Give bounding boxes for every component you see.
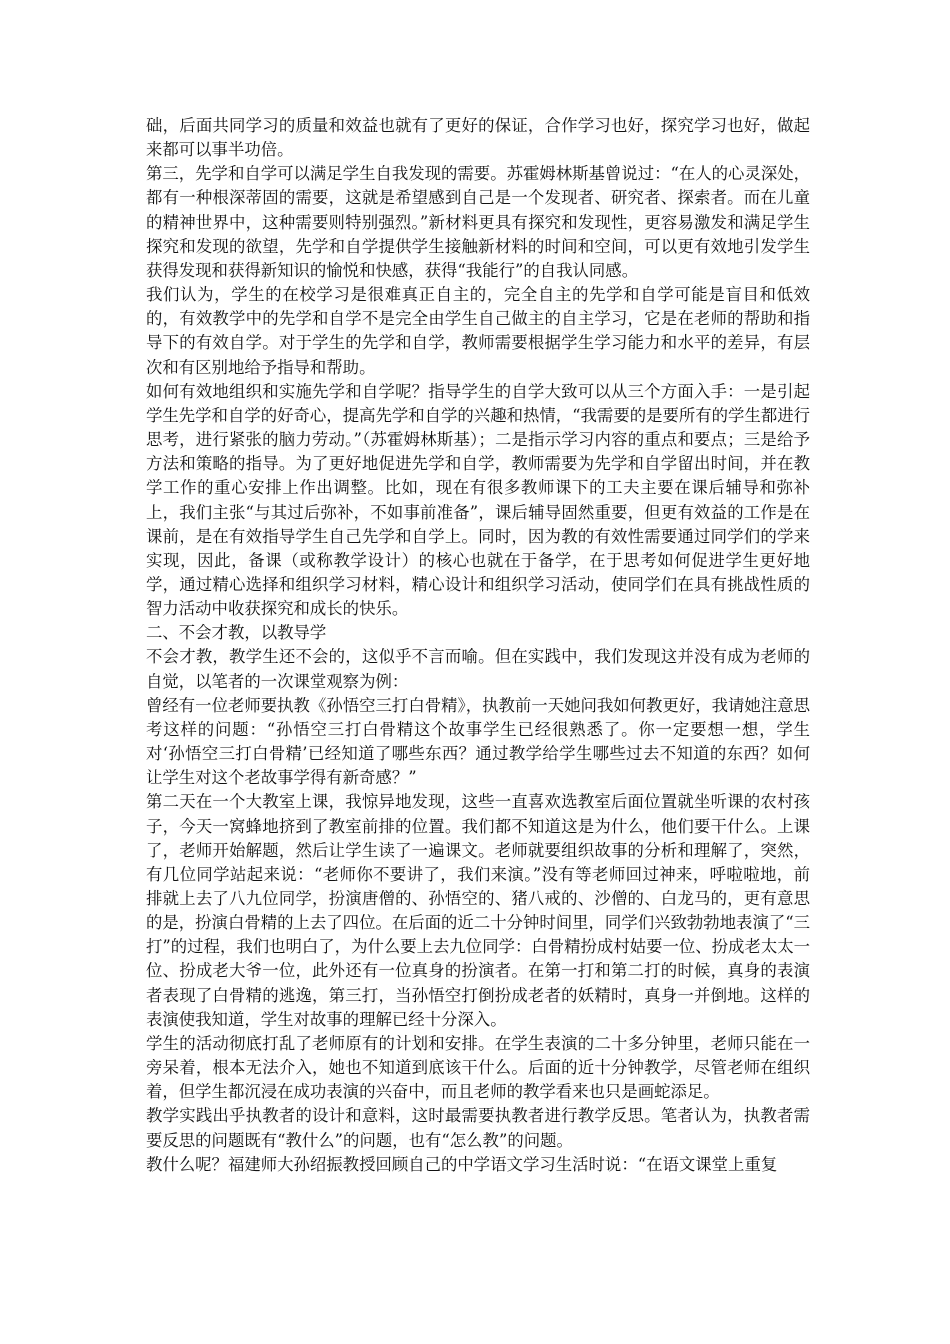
paragraph-6: 不会才教，教学生还不会的，这似乎不言而喻。但在实践中，我们发现这并没有成为老师的自觉，以笔者的一次课堂观察为例： <box>146 647 810 691</box>
section-heading: 二、不会才教，以教导学 <box>146 623 327 643</box>
paragraph-1: 础，后面共同学习的质量和效益也就有了更好的保证，合作学习也好，探究学习也好，做起来都可以事半功倍。 <box>146 116 810 160</box>
paragraph-2: 第三，先学和自学可以满足学生自我发现的需要。苏霍姆林斯基曾说过：“在人的心灵深处，都有一种根深蒂固的需要，这就是希望感到自己是一个发现者、研究者、探索者。而在儿童的精神世界中，这种需要则特别强烈。”新材料更具有探究和发现性，更容易激发和满足学生探究和发现的欲望，先学和自学提供学生接触新材料的时间和空间，可以更有效地引发学生获得发现和获得新知识的愉悦和快感，获得“我能行”的自我认同感。 <box>146 164 811 280</box>
paragraph-4: 如何有效地组织和实施先学和自学呢？指导学生的自学大致可以从三个方面入手：一是引起学生先学和自学的好奇心，提高先学和自学的兴趣和热情，“我需要的是要所有的学生都进行思考，进行紧张的脑力劳动。”（苏霍姆林斯基）；二是指示学习内容的重点和要点；三是给予方法和策略的指导。为了更好地促进先学和自学，教师需要为先学和自学留出时间，并在教学工作的重心安排上作出调整。比如，现在有很多教师课下的工夫主要在课后辅导和弥补上，我们主张“与其过后弥补，不如事前准备”，课后辅导固然重要，但更有效益的工作是在课前，是在有效指导学生自己先学和自学上。同时，因为教的有效性需要通过同学们的学来实现，因此，备课（或称教学设计）的核心也就在于备学，在于思考如何促进学生更好地学，通过精心选择和组织学习材料，精心设计和组织学习活动，使同学们在具有挑战性质的智力活动中收获探究和成长的快乐。 <box>146 381 811 619</box>
paragraph-11: 教什么呢？福建师大孙绍振教授回顾自己的中学语文学习生活时说：“在语文课堂上重复 <box>146 1154 778 1174</box>
paragraph-10: 教学实践出乎执教者的设计和意料，这时最需要执教者进行教学反思。笔者认为，执教者需要反思的问题既有“教什么”的问题，也有“怎么教”的问题。 <box>146 1106 810 1150</box>
paragraph-8: 第二天在一个大教室上课，我惊异地发现，这些一直喜欢选教室后面位置就坐听课的农村孩子，今天一窝蜂地挤到了教室前排的位置。我们都不知道这是为什么，他们要干什么。上课了，老师开始解题，然后让学生读了一遍课文。老师就要组织故事的分析和理解了，突然，有几位同学站起来说：“老师你不要讲了，我们来演。”没有等老师回过神来，呼啦啦地，前排就上去了八九位同学，扮演唐僧的、孙悟空的、猪八戒的、沙僧的、白龙马的，更有意思的是，扮演白骨精的上去了四位。在后面的近二十分钟时间里，同学们兴致勃勃地表演了“三打”的过程，我们也明白了，为什么要上去九位同学：白骨精扮成村姑要一位、扮成老太太一位、扮成老大爷一位，此外还有一位真身的扮演者。在第一打和第二打的时候，真身的表演者表现了白骨精的逃逸，第三打，当孙悟空打倒扮成老者的妖精时，真身一并倒地。这样的表演使我知道，学生对故事的理解已经十分深入。 <box>146 792 811 1029</box>
paragraph-7: 曾经有一位老师要执教《孙悟空三打白骨精》，执教前一天她问我如何教更好，我请她注意思考这样的问题：“孙悟空三打白骨精这个故事学生已经很熟悉了。你一定要想一想，学生对‘孙悟空三打白骨精’已经知道了哪些东西？通过教学给学生哪些过去不知道的东西？如何让学生对这个老故事学得有新奇感？” <box>146 695 810 788</box>
paragraph-9: 学生的活动彻底打乱了老师原有的计划和安排。在学生表演的二十多分钟里，老师只能在一旁呆着，根本无法介入，她也不知道到底该干什么。后面的近十分钟教学，尽管老师在组织着，但学生都沉浸在成功表演的兴奋中，而且老师的教学看来也只是画蛇添足。 <box>146 1033 810 1102</box>
paragraph-3: 我们认为，学生的在校学习是很难真正自主的，完全自主的先学和自学可能是盲目和低效的，有效教学中的先学和自学不是完全由学生自己做主的自主学习，它是在老师的帮助和指导下的有效自学。对于学生的先学和自学，教师需要根据学生学习能力和水平的差异，有层次和有区别地给予指导和帮助。 <box>146 285 810 377</box>
document-body <box>146 114 810 1177</box>
